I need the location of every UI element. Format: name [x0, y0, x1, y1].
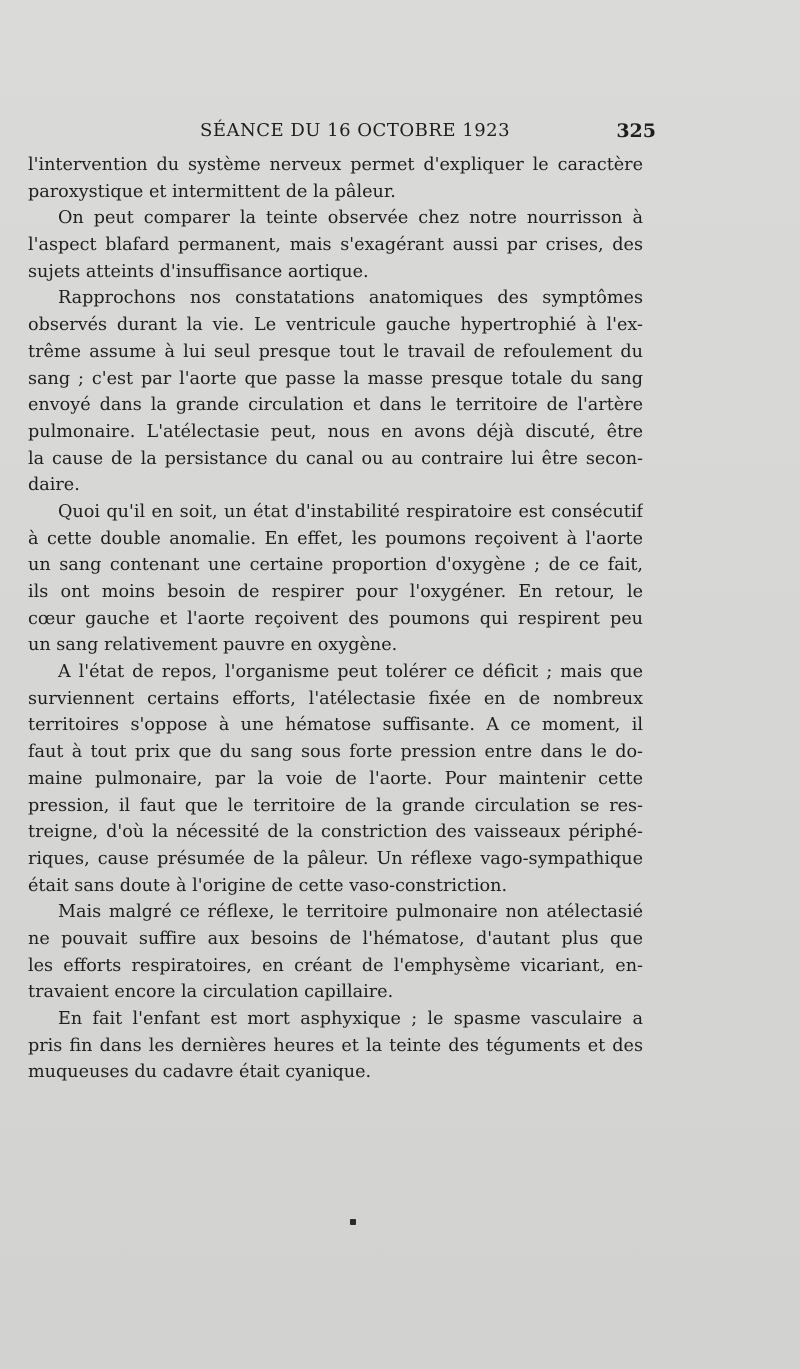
text-line: sujets atteints d'insuffisance aortique.	[28, 261, 369, 282]
text-line: l'aspect blafard permanent, mais s'exagérant aussi par crises, des	[28, 235, 643, 256]
text-line: surviennent certains efforts, l'atélectasie fixée en de nombreux	[28, 688, 643, 709]
text-line: était sans doute à l'origine de cette vaso-constriction.	[28, 875, 508, 896]
text-line: muqueuses du cadavre était cyanique.	[28, 1062, 372, 1083]
text-line: treigne, d'où la nécessité de la constriction des vaisseaux périphé-	[28, 822, 643, 843]
page-number: 325	[616, 120, 656, 142]
text-line: observés durant la vie. Le ventricule gauche hypertrophié à l'ex-	[28, 315, 643, 336]
text-line: un sang contenant une certaine proportion d'oxygène ; de ce fait,	[28, 555, 643, 576]
text-line: à cette double anomalie. En effet, les poumons reçoivent à l'aorte	[28, 528, 643, 549]
text-line: On peut comparer la teinte observée chez notre nourrisson à	[58, 208, 643, 229]
text-line: travaient encore la circulation capillaire.	[28, 982, 394, 1003]
text-line: pris fin dans les dernières heures et la teinte des téguments et des	[28, 1035, 643, 1056]
text-line: riques, cause présumée de la pâleur. Un réflexe vago-sympathique	[28, 848, 643, 869]
text-line: Rapprochons nos constatations anatomiques des symptômes	[58, 288, 643, 309]
text-line: ils ont moins besoin de respirer pour l'oxygéner. En retour, le	[28, 582, 643, 602]
text-line: daire.	[28, 475, 80, 496]
text-line: la cause de la persistance du canal ou au contraire lui être secon-	[28, 448, 643, 469]
running-head: SÉANCE DU 16 OCTOBRE 1923	[200, 120, 511, 141]
text-line: trême assume à lui seul presque tout le travail de refoulement du	[28, 341, 643, 362]
text-line: faut à tout prix que du sang sous forte pression entre dans le do-	[28, 742, 643, 763]
text-line: sang ; c'est par l'aorte que passe la masse presque totale du sang	[28, 368, 643, 389]
text-line: les efforts respiratoires, en créant de l'emphysème vicariant, en-	[28, 955, 643, 976]
print-speck	[350, 1219, 356, 1225]
text-line: pression, il faut que le territoire de la grande circulation se res-	[28, 795, 643, 816]
text-line: l'intervention du système nerveux permet d'expliquer le caractère	[28, 155, 643, 175]
text-line: maine pulmonaire, par la voie de l'aorte. Pour maintenir cette	[28, 768, 643, 789]
text-line: pulmonaire. L'atélectasie peut, nous en avons déjà discuté, être	[28, 421, 643, 442]
text-line: un sang relativement pauvre en oxygène.	[28, 635, 398, 656]
text-line: A l'état de repos, l'organisme peut tolérer ce déficit ; mais que	[58, 662, 643, 683]
text-line: paroxystique et intermittent de la pâleur.	[28, 181, 396, 202]
body-text	[28, 152, 643, 1086]
text-line: Mais malgré ce réflexe, le territoire pulmonaire non atélectasié	[58, 902, 643, 923]
text-line: cœur gauche et l'aorte reçoivent des poumons qui respirent peu	[28, 608, 643, 629]
text-line: territoires s'oppose à une hématose suffisante. A ce moment, il	[28, 715, 643, 736]
text-line: envoyé dans la grande circulation et dans le territoire de l'artère	[28, 395, 643, 416]
text-line: ne pouvait suffire aux besoins de l'hématose, d'autant plus que	[28, 928, 643, 949]
page-header	[200, 120, 656, 148]
text-line: En fait l'enfant est mort asphyxique ; le spasme vasculaire a	[58, 1009, 643, 1029]
text-line: Quoi qu'il en soit, un état d'instabilité respiratoire est consécutif	[58, 501, 643, 522]
